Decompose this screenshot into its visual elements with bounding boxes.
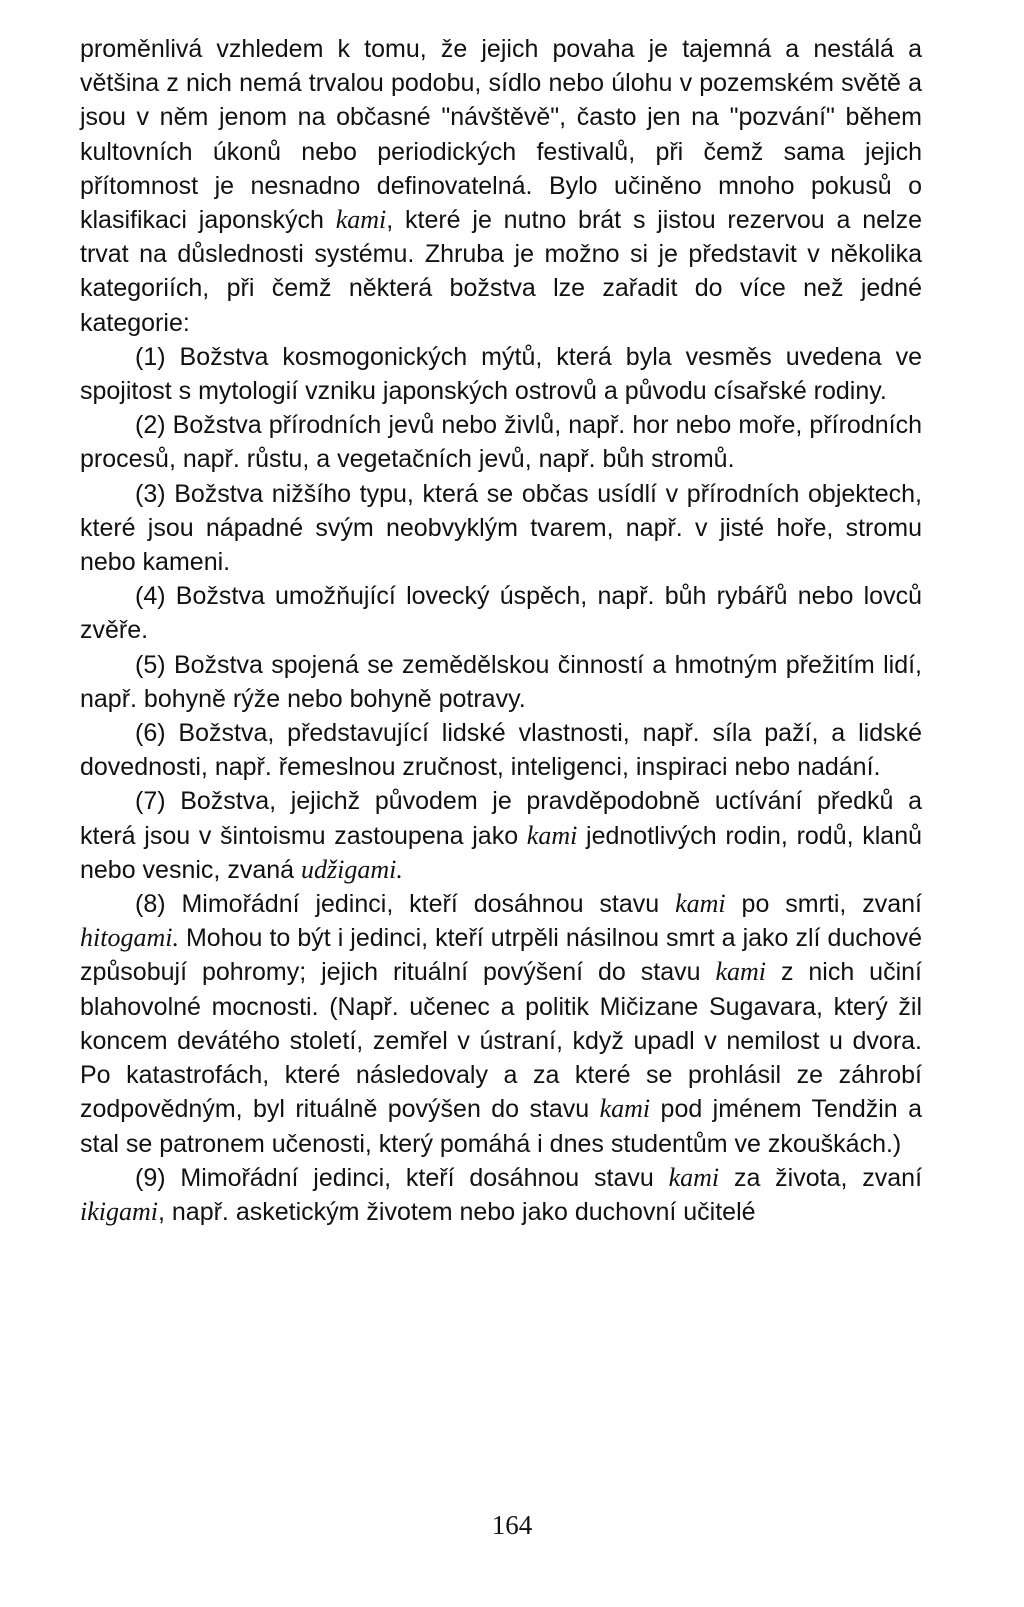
intro-paragraph <box>80 32 922 340</box>
intro-text-b: , které je nutno brát s jistou rezervou a nelze trvat na důslednosti systému. Zhruba je možno si je představit v několika kategoriích, při čemž některá božstva lze zařadit do více než jedné kategorie: <box>80 206 923 337</box>
term-kami: kami <box>715 957 766 987</box>
category-7-text-a: (7) Božstva, jejichž původem je pravděpodobně uctívání předků a která jsou v šintoismu zastoupena jako <box>80 787 922 850</box>
category-7 <box>80 784 922 887</box>
term-kami: kami <box>675 889 726 919</box>
category-8-text-a: (8) Mimořádní jedinci, kteří dosáhnou stavu <box>135 890 676 919</box>
category-5: (5) Božstva spojená se zemědělskou činností a hmotným přežitím lidí, např. bohyně rýže nebo bohyně potravy. <box>80 650 922 713</box>
category-9-text-b: za života, zvaní <box>719 1163 923 1192</box>
category-7-text-b: jednotlivých rodin, rodů, klanů nebo vesnic, zvaná <box>80 821 923 884</box>
category-8-text-e: pod jménem Tendžin a stal se patronem učenosti, který pomáhá i dnes studentům ve zkouškách.) <box>80 1095 922 1158</box>
category-3: (3) Božstva nižšího typu, která se občas usídlí v přírodních objektech, které jsou nápadné svým neobvyklým tvarem, např. v jisté hoře, stromu nebo kameni. <box>80 479 922 577</box>
category-2: (2) Božstva přírodních jevů nebo živlů, např. hor nebo moře, přírodních procesů, např. růstu, a vegetačních jevů, např. bůh stromů. <box>80 411 922 474</box>
page-number: 164 <box>491 1510 533 1540</box>
category-1: (1) Božstva kosmogonických mýtů, která byla vesměs uvedena ve spojitost s mytologií vzniku japonských ostrovů a původu císařské rodiny. <box>80 342 922 406</box>
category-8-text-d: z nich učiní blahovolné mocnosti. (Např. učenec a politik Mičizane Sugavara, který žil koncem devátého století, zemřel v ústraní, když upadl v nemilost u dvora. Po katastrofách, které následovaly a za které se prohlásil ze záhrobí zodpovědným, byl rituálně povýšen do stavu <box>80 958 922 1124</box>
category-9 <box>80 1161 922 1229</box>
term-udzigami: udžigami. <box>300 854 403 884</box>
term-kami: kami <box>599 1094 651 1124</box>
category-9-text-c: , např. asketickým životem nebo jako duchovní učitelé <box>158 1197 756 1226</box>
category-9-text-a: (9) Mimořádní jedinci, kteří dosáhnou stavu <box>135 1163 669 1192</box>
category-8 <box>80 887 922 1161</box>
category-8-text-c: Mohou to být i jedinci, kteří utrpěli násilnou smrt a jako zlí duchové způsobují pohromy; jejich rituální povýšení do stavu <box>80 924 922 987</box>
term-kami: kami <box>526 820 578 850</box>
category-8-text-b: po smrti, zvaní <box>725 890 923 919</box>
term-kami: kami <box>335 205 387 235</box>
category-4: (4) Božstva umožňující lovecký úspěch, např. bůh rybářů nebo lovců zvěře. <box>80 582 922 645</box>
term-kami: kami <box>668 1162 720 1192</box>
category-6: (6) Božstva, představující lidské vlastnosti, např. síla paží, a lidské dovednosti, např. řemeslnou zručnost, inteligenci, inspiraci nebo nadání. <box>80 719 922 782</box>
intro-text-a: proměnlivá vzhledem k tomu, že jejich povaha je tajemná a nestálá a většina z nich nemá trvalou podobu, sídlo nebo úlohu v pozemském světě a jsou v něm jenom na občasné "návštěvě", často jen na "pozvání" během kultovních úkonů nebo periodických festivalů, při čemž sama jejich přítomnost je nesnadno definovatelná. Bylo učiněno mnoho pokusů o klasifikaci japonských <box>80 35 922 235</box>
term-hitogami: hitogami. <box>80 923 179 953</box>
page-body <box>80 32 922 1229</box>
term-ikigami: ikigami <box>80 1196 158 1226</box>
